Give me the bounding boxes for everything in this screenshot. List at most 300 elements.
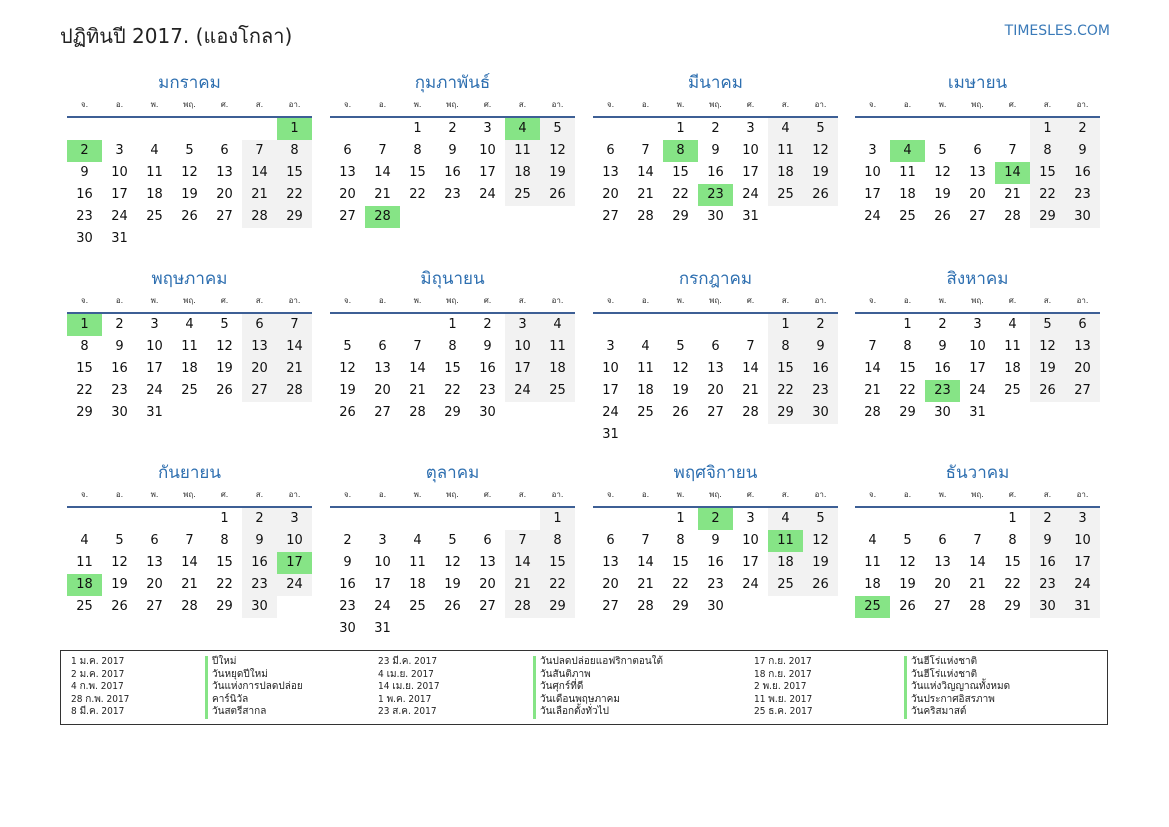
day-cell: 6 <box>242 314 277 336</box>
day-cell: 11 <box>1004 339 1021 354</box>
day-cell: 7 <box>868 339 877 354</box>
weekday-label: อา. <box>814 490 827 499</box>
day-cell: 18 <box>637 383 654 398</box>
holiday-day-cell: 1 <box>277 118 312 140</box>
weekday-label: พฤ. <box>183 100 196 109</box>
day-cell: 29 <box>540 596 575 618</box>
day-cell: 7 <box>1008 143 1017 158</box>
holiday-day-cell: 23 <box>698 184 733 206</box>
day-cell: 18 <box>1004 361 1021 376</box>
holiday-date: 11 พ.ย. 2017 <box>754 693 813 705</box>
empty-cell <box>960 118 995 140</box>
holiday-day-cell: 4 <box>890 140 925 162</box>
holiday-name: วันสันติภาพ <box>533 669 663 682</box>
day-cell: 5 <box>1030 314 1065 336</box>
holiday-name: วันศุกร์ที่ดี <box>533 681 663 694</box>
month-name: มิถุนายน <box>420 269 485 289</box>
holiday-name: ปีใหม่ <box>205 656 303 669</box>
days-grid <box>67 314 312 424</box>
day-cell: 27 <box>934 599 951 614</box>
day-cell: 10 <box>111 165 128 180</box>
day-cell: 6 <box>150 533 159 548</box>
weekday-label: อา. <box>814 100 827 109</box>
weekday-label: จ. <box>606 100 615 109</box>
day-cell: 11 <box>181 339 198 354</box>
day-cell: 30 <box>934 405 951 420</box>
holiday-name: วันหยุดปีใหม่ <box>205 669 303 682</box>
weekday-label: จ. <box>343 100 352 109</box>
weekday-header <box>330 292 575 314</box>
day-cell: 28 <box>242 206 277 228</box>
holiday-day-cell: 2 <box>698 508 733 530</box>
day-cell: 24 <box>742 577 759 592</box>
day-cell: 25 <box>505 184 540 206</box>
weekday-label: อ. <box>115 100 124 109</box>
legend-names-col-3 <box>904 656 1010 719</box>
day-cell: 20 <box>242 358 277 380</box>
day-cell: 16 <box>76 187 93 202</box>
day-cell: 8 <box>1030 140 1065 162</box>
day-cell: 22 <box>444 383 461 398</box>
day-cell: 5 <box>185 143 194 158</box>
day-cell: 27 <box>707 405 724 420</box>
day-cell: 19 <box>111 577 128 592</box>
day-cell: 17 <box>864 187 881 202</box>
day-cell: 1 <box>1030 118 1065 140</box>
day-cell: 21 <box>864 383 881 398</box>
day-cell: 17 <box>742 165 759 180</box>
day-cell: 30 <box>339 621 356 636</box>
day-cell: 6 <box>220 143 229 158</box>
weekday-header <box>855 486 1100 508</box>
weekday-label: อา. <box>1076 296 1089 305</box>
day-cell: 29 <box>672 599 689 614</box>
site-logo[interactable]: TIMESLES.COM <box>1004 23 1110 39</box>
weekday-label: พฤ. <box>709 296 722 305</box>
day-cell: 25 <box>76 599 93 614</box>
day-cell: 1 <box>676 121 685 136</box>
day-cell: 8 <box>768 336 803 358</box>
weekday-label: พ. <box>938 490 947 499</box>
day-cell: 18 <box>505 162 540 184</box>
weekday-label: พ. <box>413 490 422 499</box>
day-cell: 20 <box>969 187 986 202</box>
day-cell: 30 <box>242 596 277 618</box>
day-cell: 20 <box>479 577 496 592</box>
weekday-label: พฤ. <box>709 490 722 499</box>
days-grid <box>330 508 575 640</box>
holiday-date: 18 ก.ย. 2017 <box>754 668 812 680</box>
month-calendar <box>855 70 1100 228</box>
day-cell: 20 <box>374 383 391 398</box>
day-cell: 19 <box>444 577 461 592</box>
day-cell: 13 <box>146 555 163 570</box>
day-cell: 13 <box>602 555 619 570</box>
day-cell: 3 <box>378 533 387 548</box>
day-cell: 2 <box>1065 118 1100 140</box>
day-cell: 1 <box>413 121 422 136</box>
weekday-label: อา. <box>551 100 564 109</box>
day-cell: 10 <box>277 530 312 552</box>
weekday-label: ส. <box>781 100 790 109</box>
day-cell: 19 <box>672 383 689 398</box>
day-cell: 25 <box>768 184 803 206</box>
weekday-label: จ. <box>80 296 89 305</box>
weekday-label: ศ. <box>746 100 755 109</box>
weekday-label: ศ. <box>220 490 229 499</box>
day-cell: 3 <box>483 121 492 136</box>
day-cell: 23 <box>111 383 128 398</box>
empty-cell <box>698 314 733 336</box>
day-cell: 7 <box>277 314 312 336</box>
day-cell: 30 <box>707 209 724 224</box>
day-cell: 28 <box>277 380 312 402</box>
day-cell: 17 <box>111 187 128 202</box>
day-cell: 4 <box>868 533 877 548</box>
day-cell: 7 <box>746 339 755 354</box>
empty-cell <box>400 314 435 336</box>
day-cell: 26 <box>1030 380 1065 402</box>
day-cell: 12 <box>672 361 689 376</box>
legend-names-col-2 <box>533 656 663 719</box>
weekday-label: จ. <box>868 490 877 499</box>
day-cell: 5 <box>540 118 575 140</box>
holiday-name: วันประกาศอิสรภาพ <box>904 694 1010 707</box>
month-name: มกราคม <box>158 73 221 93</box>
weekday-label: จ. <box>80 490 89 499</box>
day-cell: 7 <box>973 533 982 548</box>
day-cell: 6 <box>606 533 615 548</box>
day-cell: 6 <box>1065 314 1100 336</box>
holiday-day-cell: 28 <box>365 206 400 228</box>
day-cell: 18 <box>768 162 803 184</box>
holiday-date: 25 ธ.ค. 2017 <box>754 706 813 718</box>
day-cell: 3 <box>973 317 982 332</box>
weekday-label: ศ. <box>746 490 755 499</box>
empty-cell <box>855 314 890 336</box>
day-cell: 14 <box>505 552 540 574</box>
weekday-label: ศ. <box>220 296 229 305</box>
empty-cell <box>330 508 365 530</box>
holiday-day-cell: 14 <box>995 162 1030 184</box>
day-cell: 27 <box>479 599 496 614</box>
day-cell: 9 <box>115 339 124 354</box>
weekday-label: อา. <box>551 490 564 499</box>
empty-cell <box>137 508 172 530</box>
day-cell: 1 <box>220 511 229 526</box>
day-cell: 5 <box>115 533 124 548</box>
month-name: พฤษภาคม <box>151 269 228 289</box>
day-cell: 1 <box>676 511 685 526</box>
day-cell: 22 <box>899 383 916 398</box>
day-cell: 28 <box>969 599 986 614</box>
holiday-date: 14 เม.ย. 2017 <box>378 681 440 693</box>
day-cell: 5 <box>448 533 457 548</box>
day-cell: 10 <box>505 336 540 358</box>
day-cell: 14 <box>742 361 759 376</box>
day-cell: 23 <box>444 187 461 202</box>
weekday-label: จ. <box>868 296 877 305</box>
weekday-label: จ. <box>343 296 352 305</box>
day-cell: 29 <box>899 405 916 420</box>
day-cell: 28 <box>409 405 426 420</box>
day-cell: 9 <box>483 339 492 354</box>
weekday-label: ส. <box>781 490 790 499</box>
day-cell: 28 <box>1004 209 1021 224</box>
day-cell: 29 <box>768 402 803 424</box>
day-cell: 10 <box>602 361 619 376</box>
day-cell: 22 <box>76 383 93 398</box>
day-cell: 31 <box>111 231 128 246</box>
day-cell: 13 <box>602 165 619 180</box>
empty-cell <box>365 508 400 530</box>
day-cell: 9 <box>803 336 838 358</box>
holiday-date: 2 ม.ค. 2017 <box>71 668 125 680</box>
day-cell: 31 <box>602 427 619 442</box>
day-cell: 20 <box>934 577 951 592</box>
days-grid <box>855 118 1100 228</box>
holiday-date: 1 ม.ค. 2017 <box>71 656 125 667</box>
day-cell: 8 <box>277 140 312 162</box>
weekday-label: พ. <box>938 296 947 305</box>
holiday-day-cell: 1 <box>67 314 102 336</box>
day-cell: 21 <box>969 577 986 592</box>
day-cell: 14 <box>637 165 654 180</box>
day-cell: 14 <box>637 555 654 570</box>
day-cell: 15 <box>540 552 575 574</box>
day-cell: 29 <box>672 209 689 224</box>
day-cell: 15 <box>409 165 426 180</box>
weekday-label: จ. <box>606 490 615 499</box>
day-cell: 14 <box>181 555 198 570</box>
empty-cell <box>960 508 995 530</box>
day-cell: 2 <box>1030 508 1065 530</box>
day-cell: 2 <box>938 317 947 332</box>
day-cell: 11 <box>505 140 540 162</box>
month-calendar <box>330 460 575 640</box>
day-cell: 3 <box>505 314 540 336</box>
day-cell: 12 <box>803 530 838 552</box>
day-cell: 26 <box>339 405 356 420</box>
day-cell: 12 <box>111 555 128 570</box>
day-cell: 19 <box>540 162 575 184</box>
day-cell: 20 <box>339 187 356 202</box>
days-grid <box>330 118 575 228</box>
day-cell: 18 <box>864 577 881 592</box>
empty-cell <box>67 508 102 530</box>
day-cell: 6 <box>483 533 492 548</box>
holiday-date: 23 มี.ค. 2017 <box>378 656 438 667</box>
day-cell: 15 <box>444 361 461 376</box>
day-cell: 30 <box>111 405 128 420</box>
weekday-label: ส. <box>1043 490 1052 499</box>
weekday-header <box>593 96 838 118</box>
day-cell: 28 <box>742 405 759 420</box>
day-cell: 17 <box>602 383 619 398</box>
day-cell: 23 <box>1065 184 1100 206</box>
day-cell: 8 <box>220 533 229 548</box>
day-cell: 9 <box>448 143 457 158</box>
day-cell: 16 <box>242 552 277 574</box>
day-cell: 26 <box>111 599 128 614</box>
day-cell: 14 <box>277 336 312 358</box>
weekday-label: อา. <box>814 296 827 305</box>
weekday-label: อา. <box>551 296 564 305</box>
holiday-name: คาร์นิวัล <box>205 694 303 707</box>
day-cell: 18 <box>409 577 426 592</box>
day-cell: 17 <box>146 361 163 376</box>
day-cell: 26 <box>803 184 838 206</box>
holiday-day-cell: 23 <box>925 380 960 402</box>
day-cell: 19 <box>181 187 198 202</box>
day-cell: 19 <box>934 187 951 202</box>
day-cell: 30 <box>707 599 724 614</box>
day-cell: 21 <box>409 383 426 398</box>
day-cell: 29 <box>76 405 93 420</box>
day-cell: 11 <box>146 165 163 180</box>
weekday-label: จ. <box>80 100 89 109</box>
day-cell: 12 <box>216 339 233 354</box>
day-cell: 9 <box>343 555 352 570</box>
day-cell: 11 <box>899 165 916 180</box>
empty-cell <box>995 118 1030 140</box>
weekday-label: พฤ. <box>446 100 459 109</box>
day-cell: 24 <box>864 209 881 224</box>
day-cell: 20 <box>1065 358 1100 380</box>
day-cell: 24 <box>969 383 986 398</box>
weekday-label: พฤ. <box>446 490 459 499</box>
day-cell: 15 <box>899 361 916 376</box>
day-cell: 13 <box>216 165 233 180</box>
day-cell: 29 <box>216 599 233 614</box>
holiday-name: วันเดือนพฤษภาคม <box>533 694 663 707</box>
day-cell: 3 <box>277 508 312 530</box>
weekday-label: ศ. <box>483 490 492 499</box>
month-name: กันยายน <box>157 463 221 483</box>
holiday-name: วันฮีโร่แห่งชาติ <box>904 669 1010 682</box>
weekday-header <box>855 292 1100 314</box>
day-cell: 6 <box>973 143 982 158</box>
days-grid <box>67 508 312 618</box>
holiday-name: วันเลือกตั้งทั่วไป <box>533 706 663 719</box>
day-cell: 31 <box>374 621 391 636</box>
weekday-label: พฤ. <box>183 490 196 499</box>
day-cell: 24 <box>742 187 759 202</box>
weekday-header <box>855 96 1100 118</box>
day-cell: 28 <box>505 596 540 618</box>
month-calendar <box>855 266 1100 424</box>
day-cell: 8 <box>676 533 685 548</box>
weekday-label: จ. <box>868 100 877 109</box>
day-cell: 31 <box>146 405 163 420</box>
empty-cell <box>855 508 890 530</box>
day-cell: 29 <box>277 206 312 228</box>
month-name: พฤศจิกายน <box>673 463 758 483</box>
weekday-label: จ. <box>343 490 352 499</box>
month-calendar <box>593 460 838 618</box>
day-cell: 27 <box>374 405 391 420</box>
day-cell: 31 <box>969 405 986 420</box>
day-cell: 25 <box>181 383 198 398</box>
day-cell: 12 <box>934 165 951 180</box>
day-cell: 7 <box>242 140 277 162</box>
day-cell: 9 <box>938 339 947 354</box>
month-name: สิงหาคม <box>946 269 1009 289</box>
day-cell: 18 <box>540 358 575 380</box>
day-cell: 13 <box>479 555 496 570</box>
day-cell: 26 <box>540 184 575 206</box>
day-cell: 9 <box>80 165 89 180</box>
day-cell: 10 <box>969 339 986 354</box>
day-cell: 22 <box>768 380 803 402</box>
day-cell: 4 <box>1008 317 1017 332</box>
day-cell: 10 <box>742 533 759 548</box>
holiday-legend <box>60 650 1108 725</box>
day-cell: 23 <box>339 599 356 614</box>
day-cell: 28 <box>181 599 198 614</box>
day-cell: 11 <box>768 140 803 162</box>
month-name: กุมภาพันธ์ <box>414 73 491 93</box>
day-cell: 30 <box>1065 206 1100 228</box>
empty-cell <box>890 118 925 140</box>
day-cell: 25 <box>146 209 163 224</box>
empty-cell <box>505 508 540 530</box>
holiday-date: 23 ส.ค. 2017 <box>378 706 437 718</box>
day-cell: 26 <box>444 599 461 614</box>
day-cell: 24 <box>479 187 496 202</box>
day-cell: 10 <box>146 339 163 354</box>
weekday-label: พ. <box>676 490 685 499</box>
holiday-day-cell: 2 <box>67 140 102 162</box>
weekday-label: พ. <box>150 296 159 305</box>
day-cell: 11 <box>409 555 426 570</box>
empty-cell <box>628 314 663 336</box>
day-cell: 20 <box>707 383 724 398</box>
empty-cell <box>628 118 663 140</box>
day-cell: 21 <box>374 187 391 202</box>
day-cell: 1 <box>903 317 912 332</box>
legend-names-col-1 <box>205 656 303 719</box>
day-cell: 26 <box>216 383 233 398</box>
days-grid <box>593 118 838 228</box>
day-cell: 27 <box>602 209 619 224</box>
day-cell: 19 <box>803 162 838 184</box>
weekday-label: ส. <box>518 100 527 109</box>
day-cell: 23 <box>242 574 277 596</box>
day-cell: 9 <box>242 530 277 552</box>
day-cell: 8 <box>413 143 422 158</box>
weekday-label: อ. <box>641 100 650 109</box>
day-cell: 10 <box>479 143 496 158</box>
empty-cell <box>67 118 102 140</box>
day-cell: 21 <box>1004 187 1021 202</box>
page-title: ปฏิทินปี 2017. (แองโกลา) <box>60 24 293 48</box>
day-cell: 14 <box>969 555 986 570</box>
day-cell: 9 <box>711 533 720 548</box>
month-name: เมษายน <box>947 73 1008 93</box>
day-cell: 18 <box>768 552 803 574</box>
day-cell: 22 <box>672 187 689 202</box>
day-cell: 18 <box>899 187 916 202</box>
weekday-label: พ. <box>676 100 685 109</box>
days-grid <box>330 314 575 424</box>
month-calendar <box>67 460 312 618</box>
day-cell: 24 <box>111 209 128 224</box>
day-cell: 19 <box>339 383 356 398</box>
day-cell: 8 <box>1008 533 1017 548</box>
day-cell: 6 <box>343 143 352 158</box>
day-cell: 8 <box>903 339 912 354</box>
